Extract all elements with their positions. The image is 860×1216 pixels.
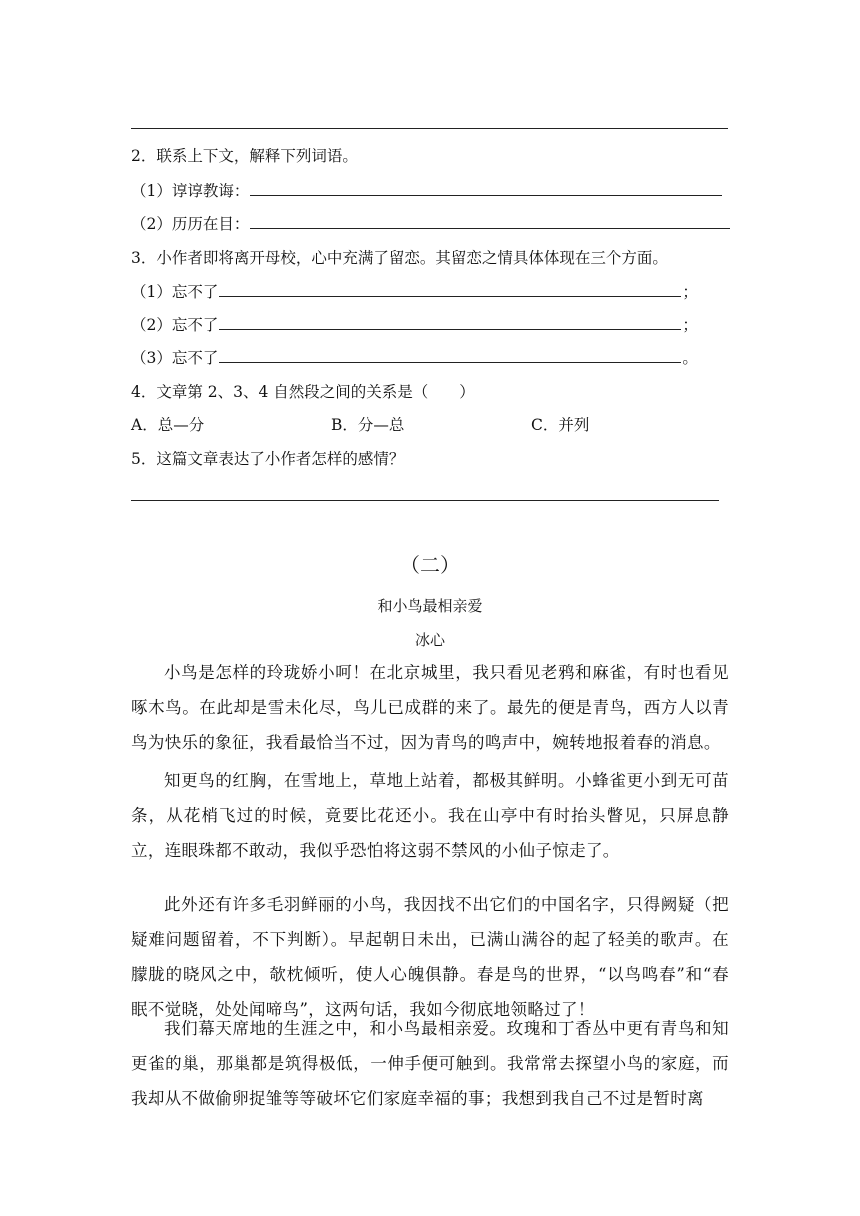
item-label: （3）忘不了 bbox=[131, 349, 219, 367]
item-end-mark: 。 bbox=[682, 349, 698, 367]
question-2-item-2 bbox=[131, 214, 731, 234]
passage-paragraph-3: 此外还有许多毛羽鲜丽的小鸟，我因找不出它们的中国名字，只得阙疑（把疑难问题留着，不下判断）。早起朝日未出，已满山满谷的起了轻美的歌声。在朦胧的晓风之中，欹枕倾听，使人心魄俱静。春是鸟的世界，“以鸟鸣春”和“春眠不觉晓，处处闻啼鸟”，这两句话，我如今彻底地领略过了！ bbox=[131, 895, 729, 1019]
option-a[interactable]: A．总—分 bbox=[131, 416, 205, 434]
item-label: （1）谆谆教诲： bbox=[131, 182, 250, 200]
option-c[interactable]: C．并列 bbox=[531, 416, 590, 434]
item-label: （2）忘不了 bbox=[131, 316, 219, 334]
answer-blank[interactable] bbox=[219, 282, 681, 297]
question-2-prompt: 2．联系上下文，解释下列词语。 bbox=[131, 147, 358, 165]
question-4-prompt: 4．文章第 2、3、4 自然段之间的关系是（ ） bbox=[131, 383, 475, 401]
answer-blank[interactable] bbox=[219, 348, 681, 363]
passage-paragraph-2: 知更鸟的红胸，在雪地上，草地上站着，都极其鲜明。小蜂雀更小到无可苗条，从花梢飞过的时候，竟要比花还小。我在山亭中有时抬头瞥见，只屏息静立，连眼珠都不敢动，我似乎恐怕将这弱不禁风的小仙子惊走了。 bbox=[131, 771, 729, 860]
answer-line[interactable] bbox=[131, 128, 728, 129]
section-label: （二） bbox=[400, 553, 460, 577]
passage-paragraph-1: 小鸟是怎样的玲珑娇小呵！在北京城里，我只看见老鸦和麻雀，有时也看见啄木鸟。在此却是雪未化尽，鸟儿已成群的来了。最先的便是青鸟，西方人以青鸟为快乐的象征，我看最恰当不过，因为青鸟的鸣声中，婉转地报着春的消息。 bbox=[131, 663, 729, 752]
item-end-mark: ； bbox=[682, 316, 698, 334]
option-b[interactable]: B．分—总 bbox=[331, 416, 405, 434]
item-end-mark: ； bbox=[682, 283, 698, 301]
item-label: （2）历历在目： bbox=[131, 215, 250, 233]
question-3-item-1 bbox=[131, 282, 698, 302]
passage-title: 和小鸟最相亲爱 bbox=[377, 597, 483, 615]
item-label: （1）忘不了 bbox=[131, 283, 219, 301]
passage-author: 冰心 bbox=[414, 631, 445, 649]
question-2-item-1 bbox=[131, 181, 723, 201]
passage-paragraph-4: 我们幕天席地的生涯之中，和小鸟最相亲爱。玫瑰和丁香丛中更有青鸟和知更雀的巢，那巢都是筑得极低，一伸手便可触到。我常常去探望小鸟的家庭，而我却从不做偷卵捉雏等等破坏它们家庭幸福的事；我想到我自己不过是暂时离 bbox=[131, 1019, 729, 1108]
answer-blank[interactable] bbox=[219, 315, 681, 330]
answer-blank[interactable] bbox=[250, 181, 722, 196]
question-5-prompt: 5．这篇文章表达了小作者怎样的感情？ bbox=[131, 450, 405, 468]
answer-blank[interactable] bbox=[250, 214, 730, 229]
question-3-prompt: 3．小作者即将离开母校，心中充满了留恋。其留恋之情具体体现在三个方面。 bbox=[131, 249, 668, 267]
answer-line[interactable] bbox=[131, 500, 719, 501]
question-3-item-2 bbox=[131, 315, 698, 335]
question-3-item-3 bbox=[131, 348, 698, 368]
